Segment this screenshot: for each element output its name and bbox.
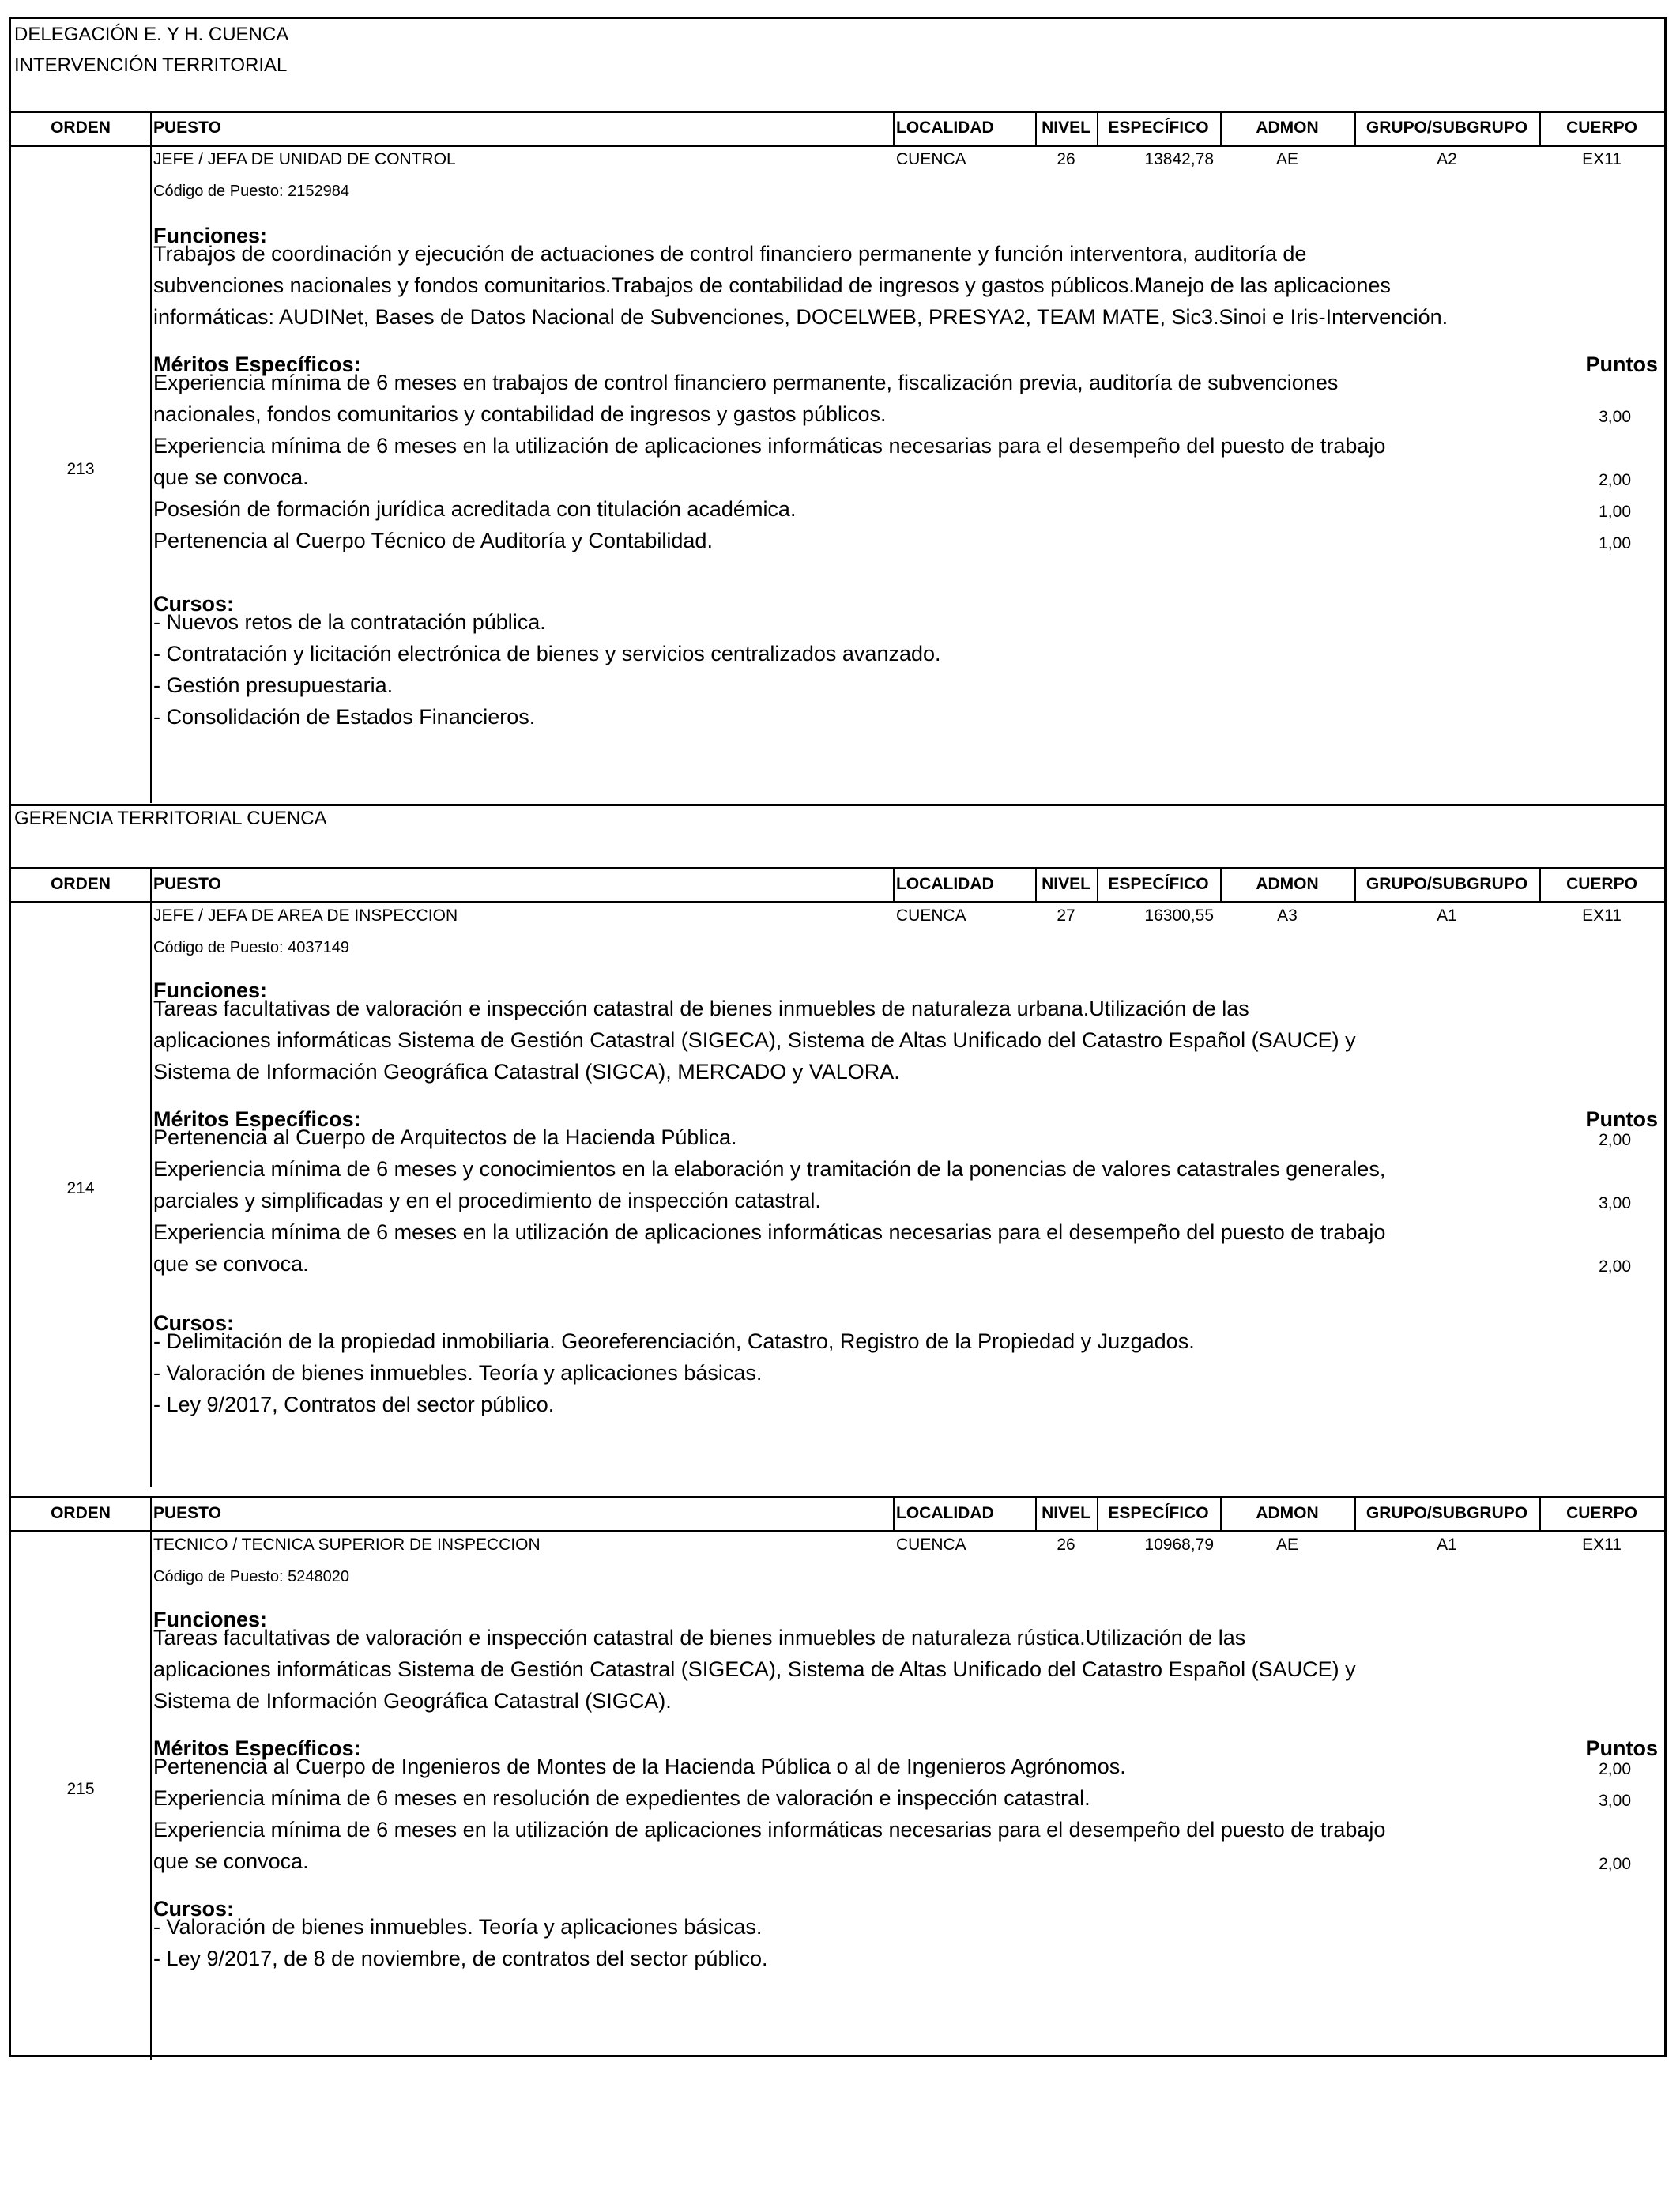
column-divider: [1539, 1498, 1541, 1530]
column-header-cuerpo: CUERPO: [1566, 119, 1637, 137]
merito-line: Pertenencia al Cuerpo de Arquitectos de la Hacienda Pública.: [153, 1125, 737, 1149]
merito-line: nacionales, fondos comunitarios y contabilidad de ingresos y gastos públicos.: [153, 402, 887, 426]
merito-points: 3,00: [1599, 1194, 1631, 1212]
column-divider: [1097, 113, 1098, 145]
column-divider: [1354, 113, 1356, 145]
column-header-row: [11, 867, 1664, 903]
column-divider: [150, 113, 152, 145]
column-divider: [1220, 113, 1222, 145]
cell-grupo: A1: [1437, 1536, 1457, 1554]
cell-especifico: 13842,78: [1144, 150, 1214, 168]
cell-localidad: CUENCA: [896, 150, 966, 168]
column-divider: [150, 869, 152, 901]
curso-line: - Ley 9/2017, Contratos del sector público.: [153, 1393, 555, 1416]
orden-divider: [150, 1530, 152, 2060]
column-header-cuerpo: CUERPO: [1566, 875, 1637, 893]
merito-points: 1,00: [1599, 503, 1631, 521]
column-header-grupo: GRUPO/SUBGRUPO: [1365, 119, 1528, 137]
column-divider: [1035, 869, 1037, 901]
column-header-nivel: NIVEL: [1042, 875, 1090, 893]
merito-points: 2,00: [1599, 471, 1631, 489]
curso-line: - Nuevos retos de la contratación pública.: [153, 610, 546, 634]
merito-line: que se convoca.: [153, 1252, 309, 1276]
cell-localidad: CUENCA: [896, 1536, 966, 1554]
funciones-line: Tareas facultativas de valoración e inspección catastral de bienes inmuebles de naturaleza urbana.Utilización de las: [153, 997, 1249, 1020]
merito-points: 2,00: [1599, 1760, 1631, 1778]
cell-cuerpo: EX11: [1582, 907, 1622, 925]
cell-admon: AE: [1275, 150, 1298, 168]
meritos-title: Méritos Específicos:: [153, 1107, 361, 1131]
curso-line: - Valoración de bienes inmuebles. Teoría y aplicaciones básicas.: [153, 1915, 763, 1939]
merito-points: 3,00: [1599, 408, 1631, 426]
column-header-especifico: ESPECÍFICO: [1108, 875, 1209, 893]
column-header-cuerpo: CUERPO: [1566, 1504, 1637, 1522]
column-divider: [1539, 869, 1541, 901]
curso-line: - Delimitación de la propiedad inmobiliaria. Georeferenciación, Catastro, Registro de la Propiedad y Juzgados.: [153, 1329, 1195, 1353]
column-header-admon: ADMON: [1256, 875, 1319, 893]
delegacion-title: DELEGACIÓN E. Y H. CUENCA: [14, 24, 289, 45]
orden-number: 213: [66, 460, 95, 478]
curso-line: - Consolidación de Estados Financieros.: [153, 705, 536, 729]
column-header-admon: ADMON: [1256, 119, 1319, 137]
funciones-title: Funciones:: [153, 224, 268, 247]
cell-puesto: JEFE / JEFA DE AREA DE INSPECCION: [153, 907, 458, 925]
document-page: [9, 17, 1667, 2057]
puntos-title: Puntos: [1585, 1736, 1658, 1760]
funciones-line: informáticas: AUDINet, Bases de Datos Nacional de Subvenciones, DOCELWEB, PRESYA2, TEAM MATE, Sic3.Sinoi e Iris-Intervención.: [153, 305, 1448, 329]
funciones-line: Tareas facultativas de valoración e inspección catastral de bienes inmuebles de naturaleza rústica.Utilización de las: [153, 1626, 1246, 1649]
merito-line: Experiencia mínima de 6 meses en trabajos de control financiero permanente, fiscalización previa, auditoría de subvenciones: [153, 371, 1339, 394]
column-header-row: [11, 111, 1664, 147]
merito-line: Experiencia mínima de 6 meses en resolución de expedientes de valoración e inspección catastral.: [153, 1786, 1090, 1810]
column-header-localidad: LOCALIDAD: [896, 875, 994, 893]
unit-title: INTERVENCIÓN TERRITORIAL: [14, 55, 288, 76]
merito-line: Pertenencia al Cuerpo de Ingenieros de Montes de la Hacienda Pública o al de Ingenieros Agrónomos.: [153, 1755, 1126, 1778]
orden-divider: [150, 145, 152, 803]
merito-points: 3,00: [1599, 1792, 1631, 1810]
merito-line: Experiencia mínima de 6 meses en la utilización de aplicaciones informáticas necesarias para el desempeño del puesto de trabajo: [153, 1220, 1386, 1244]
job-code: Código de Puesto: 4037149: [153, 939, 349, 956]
column-header-nivel: NIVEL: [1042, 119, 1090, 137]
column-divider: [893, 869, 895, 901]
curso-line: - Valoración de bienes inmuebles. Teoría y aplicaciones básicas.: [153, 1361, 763, 1385]
cursos-title: Cursos:: [153, 1897, 235, 1921]
cell-admon: A3: [1277, 907, 1298, 925]
merito-line: Experiencia mínima de 6 meses y conocimientos en la elaboración y tramitación de la ponencias de valores catastrales generales,: [153, 1157, 1386, 1181]
curso-line: - Ley 9/2017, de 8 de noviembre, de contratos del sector público.: [153, 1947, 768, 1970]
orden-number: 215: [66, 1780, 95, 1798]
orden-number: 214: [66, 1179, 95, 1197]
merito-points: 1,00: [1599, 534, 1631, 552]
column-divider: [1035, 1498, 1037, 1530]
cursos-title: Cursos:: [153, 1311, 235, 1335]
column-header-puesto: PUESTO: [153, 119, 221, 137]
funciones-line: Sistema de Información Geográfica Catastral (SIGCA), MERCADO y VALORA.: [153, 1060, 900, 1084]
column-header-especifico: ESPECÍFICO: [1108, 1504, 1209, 1522]
section2-title: GERENCIA TERRITORIAL CUENCA: [14, 808, 327, 829]
column-divider: [1539, 113, 1541, 145]
column-divider: [1220, 869, 1222, 901]
cell-puesto: TECNICO / TECNICA SUPERIOR DE INSPECCION: [153, 1536, 541, 1554]
cell-cuerpo: EX11: [1582, 1536, 1622, 1554]
job-code: Código de Puesto: 2152984: [153, 183, 349, 200]
column-header-puesto: PUESTO: [153, 1504, 221, 1522]
column-header-admon: ADMON: [1256, 1504, 1319, 1522]
column-header-puesto: PUESTO: [153, 875, 221, 893]
cell-nivel: 27: [1057, 907, 1075, 925]
cell-especifico: 16300,55: [1144, 907, 1214, 925]
funciones-line: subvenciones nacionales y fondos comunitarios.Trabajos de contabilidad de ingresos y gastos públicos.Manejo de las aplicaciones: [153, 273, 1391, 297]
column-header-localidad: LOCALIDAD: [896, 119, 994, 137]
column-divider: [1354, 1498, 1356, 1530]
column-divider: [1220, 1498, 1222, 1530]
column-divider: [893, 113, 895, 145]
funciones-line: aplicaciones informáticas Sistema de Gestión Catastral (SIGECA), Sistema de Altas Unificado del Catastro Español (SAUCE) y: [153, 1028, 1356, 1052]
merito-line: que se convoca.: [153, 466, 309, 489]
column-header-orden: ORDEN: [51, 1504, 111, 1522]
column-header-grupo: GRUPO/SUBGRUPO: [1365, 1504, 1528, 1522]
cell-grupo: A2: [1437, 150, 1457, 168]
merito-points: 2,00: [1599, 1131, 1631, 1149]
funciones-line: Sistema de Información Geográfica Catastral (SIGCA).: [153, 1689, 672, 1713]
job-code: Código de Puesto: 5248020: [153, 1568, 349, 1585]
cell-cuerpo: EX11: [1582, 150, 1622, 168]
funciones-title: Funciones:: [153, 978, 268, 1002]
curso-line: - Contratación y licitación electrónica de bienes y servicios centralizados avanzado.: [153, 642, 941, 665]
merito-points: 2,00: [1599, 1855, 1631, 1873]
column-divider: [1097, 869, 1098, 901]
cell-nivel: 26: [1057, 1536, 1075, 1554]
column-divider: [1035, 113, 1037, 145]
funciones-title: Funciones:: [153, 1608, 268, 1631]
meritos-title: Méritos Específicos:: [153, 1736, 361, 1760]
cell-grupo: A1: [1437, 907, 1457, 925]
merito-line: Experiencia mínima de 6 meses en la utilización de aplicaciones informáticas necesarias para el desempeño del puesto de trabajo: [153, 1818, 1386, 1842]
funciones-line: aplicaciones informáticas Sistema de Gestión Catastral (SIGECA), Sistema de Altas Unificado del Catastro Español (SAUCE) y: [153, 1657, 1356, 1681]
column-header-row: [11, 1496, 1664, 1532]
column-header-orden: ORDEN: [51, 119, 111, 137]
puntos-title: Puntos: [1585, 352, 1658, 376]
merito-line: Experiencia mínima de 6 meses en la utilización de aplicaciones informáticas necesarias para el desempeño del puesto de trabajo: [153, 434, 1386, 458]
column-header-nivel: NIVEL: [1042, 1504, 1090, 1522]
column-header-orden: ORDEN: [51, 875, 111, 893]
cell-nivel: 26: [1057, 150, 1075, 168]
meritos-title: Méritos Específicos:: [153, 352, 361, 376]
column-divider: [1354, 869, 1356, 901]
section-divider: [11, 804, 1664, 806]
cell-admon: AE: [1275, 1536, 1298, 1554]
merito-points: 2,00: [1599, 1257, 1631, 1276]
cell-localidad: CUENCA: [896, 907, 966, 925]
merito-line: Posesión de formación jurídica acreditada con titulación académica.: [153, 497, 797, 521]
column-divider: [1097, 1498, 1098, 1530]
column-divider: [150, 1498, 152, 1530]
merito-line: parciales y simplificadas y en el procedimiento de inspección catastral.: [153, 1189, 821, 1212]
column-header-grupo: GRUPO/SUBGRUPO: [1365, 875, 1528, 893]
cell-especifico: 10968,79: [1144, 1536, 1214, 1554]
funciones-line: Trabajos de coordinación y ejecución de actuaciones de control financiero permanente y función interventora, auditoría de: [153, 242, 1307, 266]
orden-divider: [150, 901, 152, 1487]
merito-line: que se convoca.: [153, 1849, 309, 1873]
cell-puesto: JEFE / JEFA DE UNIDAD DE CONTROL: [153, 150, 456, 168]
cursos-title: Cursos:: [153, 592, 235, 616]
curso-line: - Gestión presupuestaria.: [153, 673, 394, 697]
column-header-especifico: ESPECÍFICO: [1108, 119, 1209, 137]
column-divider: [893, 1498, 895, 1530]
puntos-title: Puntos: [1585, 1107, 1658, 1131]
merito-line: Pertenencia al Cuerpo Técnico de Auditoría y Contabilidad.: [153, 529, 713, 552]
column-header-localidad: LOCALIDAD: [896, 1504, 994, 1522]
